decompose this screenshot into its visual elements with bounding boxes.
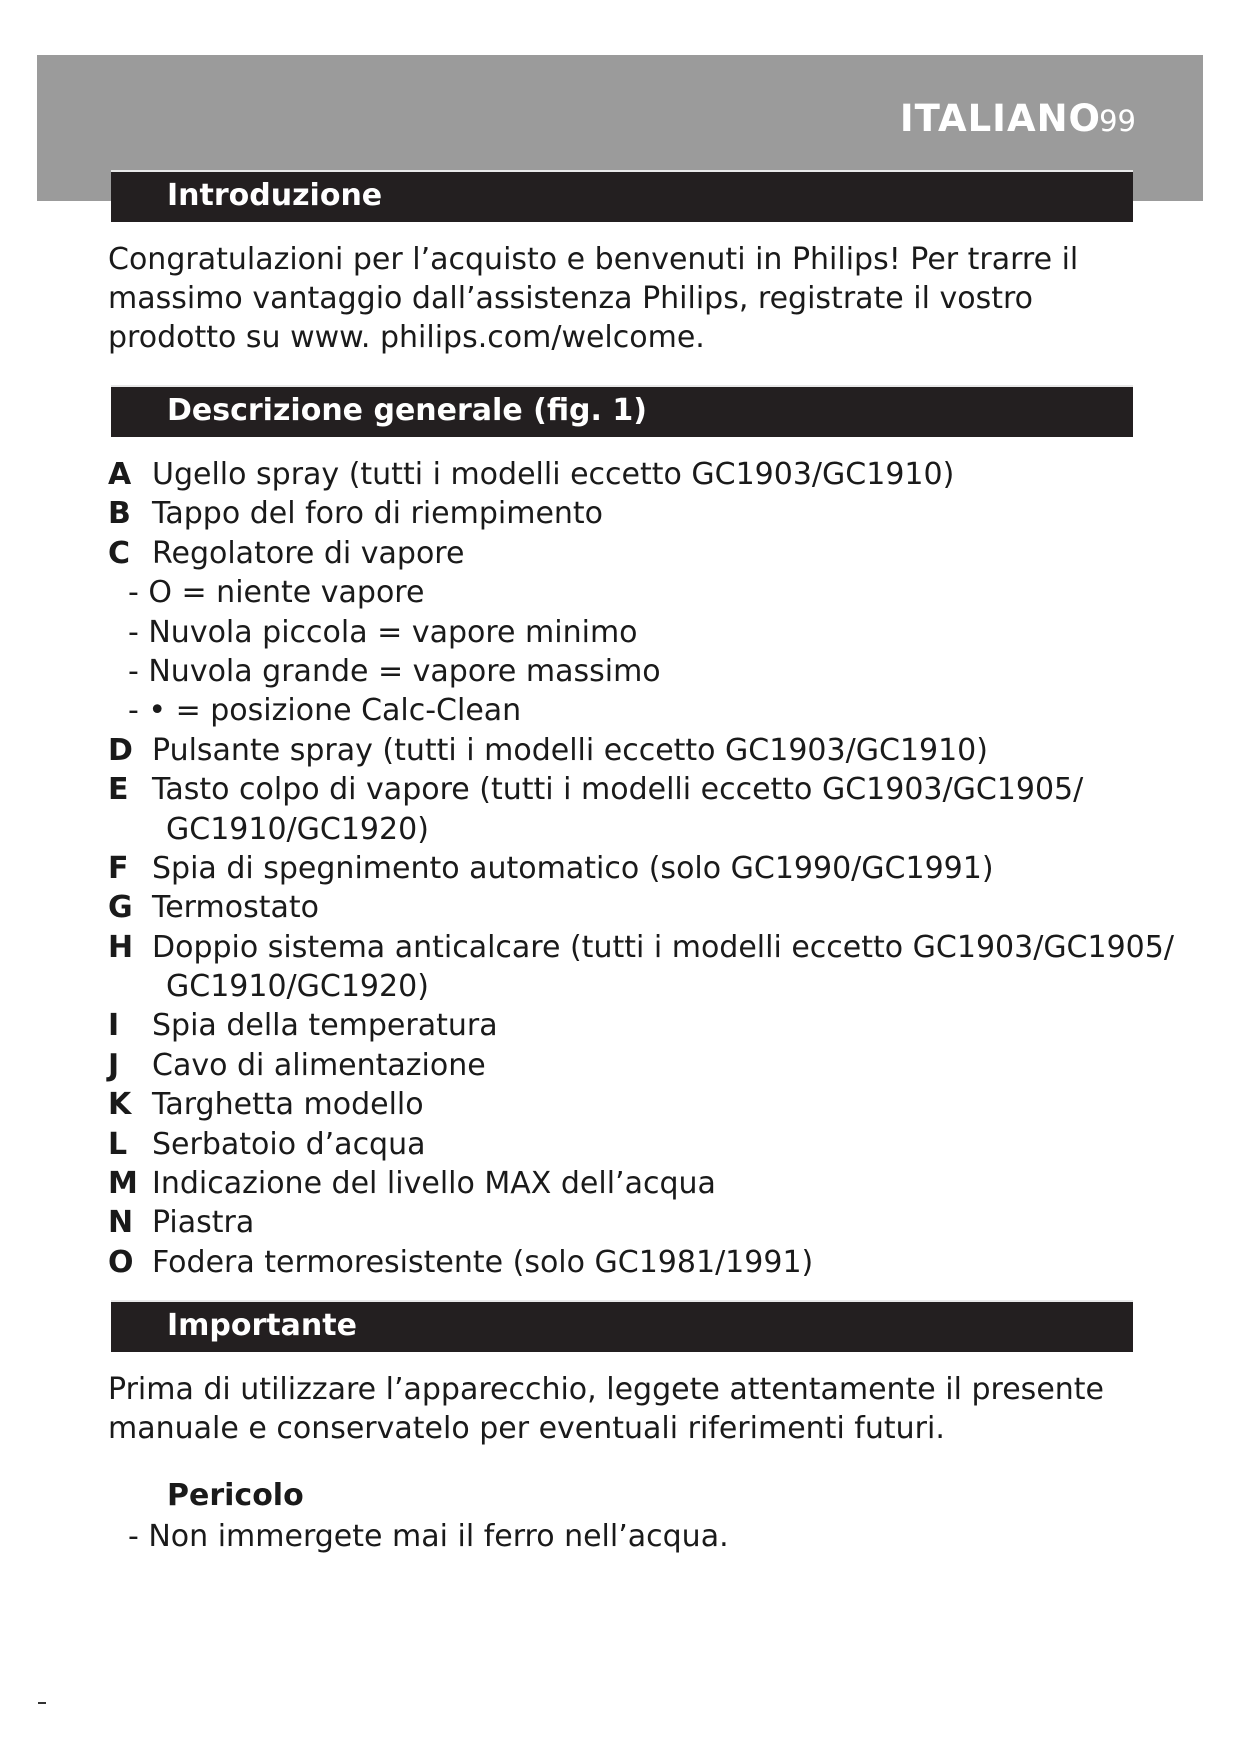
- overview-item: [108, 534, 1148, 573]
- overview-item-continuation: GC1910/GC1920): [166, 969, 429, 1005]
- item-text: Tasto colpo di vapore (tutti i modelli eccetto GC1903/GC1905/: [152, 772, 1084, 808]
- overview-item: [108, 1006, 1148, 1045]
- item-letter: B: [108, 496, 131, 532]
- overview-item: [108, 1125, 1148, 1164]
- language-label: ITALIANO: [899, 97, 1101, 140]
- section-bar-important: [111, 1300, 1133, 1352]
- overview-item: [108, 888, 1148, 927]
- item-letter: I: [108, 1008, 120, 1044]
- important-paragraph: Prima di utilizzare l’apparecchio, leggete attentamente il presente manuale e conservatelo per eventuali riferimenti futuri.: [108, 1372, 1105, 1446]
- corner-mark: [38, 1702, 46, 1704]
- item-text: Doppio sistema anticalcare (tutti i modelli eccetto GC1903/GC1905/: [152, 929, 1174, 965]
- item-text: Cavo di alimentazione: [152, 1047, 486, 1083]
- item-letter: M: [108, 1166, 138, 1202]
- item-text: Targhetta modello: [152, 1087, 424, 1123]
- item-text: Regolatore di vapore: [152, 535, 465, 571]
- item-text: Tappo del foro di riempimento: [152, 496, 604, 532]
- overview-item: [108, 1046, 1148, 1085]
- intro-paragraph: Congratulazioni per l’acquisto e benvenuti in Philips! Per trarre il massimo vantaggio dall’assistenza Philips, registrate il vostro prodotto su www. philips.com/welcome.: [108, 242, 1079, 355]
- overview-item: [108, 1085, 1148, 1124]
- page-number: 99: [1099, 104, 1136, 138]
- danger-item: - Non immergete mai il ferro nell’acqua.: [128, 1519, 729, 1554]
- danger-heading: Pericolo: [167, 1478, 304, 1513]
- item-text: Spia della temperatura: [152, 1008, 498, 1044]
- overview-item: [108, 731, 1148, 770]
- section-bar-overview: [111, 385, 1133, 437]
- item-letter: G: [108, 890, 133, 926]
- section-title-important: Importante: [167, 1308, 357, 1343]
- overview-item: [108, 1164, 1148, 1203]
- item-text: Spia di spegnimento automatico (solo GC1990/GC1991): [152, 850, 994, 886]
- item-letter: F: [108, 850, 129, 886]
- item-letter: D: [108, 732, 133, 768]
- item-letter: A: [108, 457, 132, 492]
- item-letter: H: [108, 929, 134, 965]
- overview-subitem: - Nuvola grande = vapore massimo: [128, 653, 661, 689]
- item-letter: L: [108, 1126, 128, 1162]
- overview-item: [108, 1243, 1148, 1282]
- overview-item: [108, 770, 1148, 809]
- overview-item-continuation: GC1910/GC1920): [166, 811, 429, 847]
- overview-item: [108, 1203, 1148, 1242]
- section-title-overview: Descrizione generale (fig. 1): [167, 393, 647, 428]
- item-letter: E: [108, 772, 129, 808]
- item-text: Termostato: [152, 890, 319, 926]
- overview-subitem: - Nuvola piccola = vapore minimo: [128, 614, 638, 650]
- item-text: Ugello spray (tutti i modelli eccetto GC1903/GC1910): [152, 457, 955, 492]
- section-title-intro: Introduzione: [167, 178, 383, 213]
- item-text: Pulsante spray (tutti i modelli eccetto GC1903/GC1910): [152, 732, 988, 768]
- item-letter: O: [108, 1244, 134, 1280]
- item-text: Fodera termoresistente (solo GC1981/1991): [152, 1244, 814, 1280]
- overview-subitem: - O = niente vapore: [128, 575, 425, 611]
- overview-item: [108, 494, 1148, 533]
- item-letter: K: [108, 1087, 132, 1123]
- item-text: Piastra: [152, 1205, 255, 1241]
- overview-list: [108, 455, 1174, 1282]
- item-letter: N: [108, 1205, 134, 1241]
- item-letter: C: [108, 535, 131, 571]
- overview-item: [108, 928, 1174, 967]
- item-letter: J: [108, 1047, 120, 1083]
- overview-subitem: - • = posizione Calc-Clean: [128, 693, 522, 729]
- overview-item: [108, 455, 1148, 494]
- overview-item: [108, 849, 1148, 888]
- item-text: Serbatoio d’acqua: [152, 1126, 426, 1162]
- section-bar-intro: [111, 170, 1133, 222]
- item-text: Indicazione del livello MAX dell’acqua: [152, 1166, 716, 1202]
